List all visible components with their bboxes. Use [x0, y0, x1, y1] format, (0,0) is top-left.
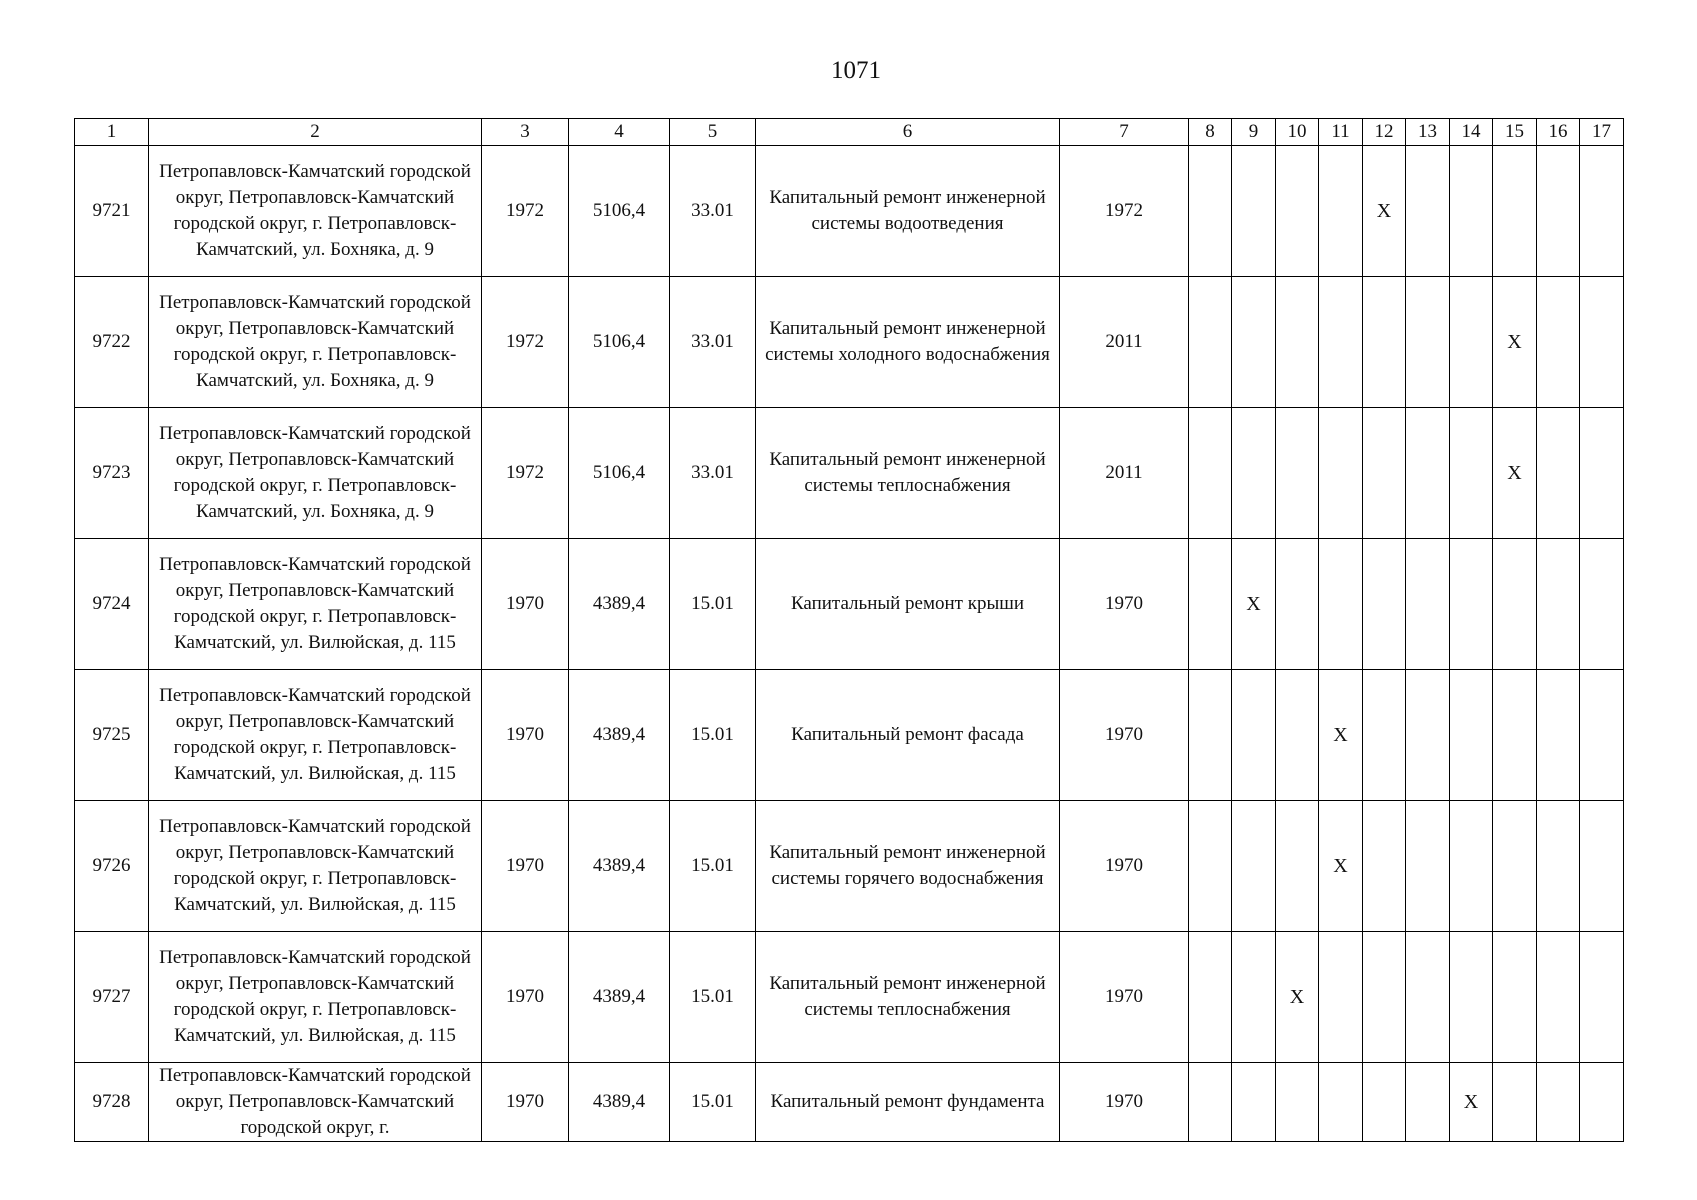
area-cell: 4389,4: [569, 670, 670, 801]
area-cell: 5106,4: [569, 146, 670, 277]
area-cell: 5106,4: [569, 277, 670, 408]
year-built-cell: 1970: [482, 670, 569, 801]
registry-table: [74, 118, 1624, 1142]
period-mark-cell-11: [1319, 277, 1363, 408]
column-header: 8: [1189, 119, 1232, 146]
period-mark-cell-10: [1276, 801, 1319, 932]
period-mark-cell-17: [1580, 932, 1624, 1063]
period-mark-cell-14: [1450, 932, 1493, 1063]
period-mark-cell-13: [1406, 277, 1450, 408]
period-mark-cell-14: [1450, 277, 1493, 408]
work-type-cell: Капитальный ремонт крыши: [756, 539, 1060, 670]
column-header: 2: [149, 119, 482, 146]
year-built-cell: 1970: [482, 932, 569, 1063]
column-header: 1: [75, 119, 149, 146]
work-type-cell: Капитальный ремонт фасада: [756, 670, 1060, 801]
column-header: 17: [1580, 119, 1624, 146]
year-last-cell: 1970: [1060, 539, 1189, 670]
period-mark-cell-13: [1406, 801, 1450, 932]
year-last-cell: 1970: [1060, 801, 1189, 932]
period-mark-cell-11: [1319, 932, 1363, 1063]
address-cell: Петропавловск-Камчатский городской округ, Петропавловск-Камчатский городской округ, г. Петропавловск-Камчатский, ул. Вилюйская, д. 115: [149, 932, 482, 1063]
period-mark-cell-10: [1276, 670, 1319, 801]
period-mark-cell-13: [1406, 146, 1450, 277]
period-mark-cell-12: [1363, 932, 1406, 1063]
period-mark-cell-16: [1537, 539, 1580, 670]
area-cell: 4389,4: [569, 932, 670, 1063]
row-id-cell: 9722: [75, 277, 149, 408]
period-mark-cell-12: [1363, 670, 1406, 801]
period-mark-cell-16: [1537, 277, 1580, 408]
period-mark-cell-14: [1450, 146, 1493, 277]
period-mark-cell-16: [1537, 801, 1580, 932]
column-header: 10: [1276, 119, 1319, 146]
period-mark-cell-13: [1406, 408, 1450, 539]
year-built-cell: 1972: [482, 146, 569, 277]
period-mark-cell-8: [1189, 670, 1232, 801]
period-mark-cell-8: [1189, 408, 1232, 539]
area-cell: 5106,4: [569, 408, 670, 539]
period-mark-cell-11: X: [1319, 670, 1363, 801]
period-mark-cell-9: [1232, 408, 1276, 539]
column-header: 12: [1363, 119, 1406, 146]
column-header: 6: [756, 119, 1060, 146]
period-mark-cell-12: [1363, 408, 1406, 539]
period-mark-cell-15: X: [1493, 408, 1537, 539]
period-mark-cell-11: [1319, 1063, 1363, 1142]
column-header: 7: [1060, 119, 1189, 146]
period-mark-cell-14: X: [1450, 1063, 1493, 1142]
column-header: 3: [482, 119, 569, 146]
area-cell: 4389,4: [569, 539, 670, 670]
period-mark-cell-16: [1537, 408, 1580, 539]
period-mark-cell-10: [1276, 539, 1319, 670]
code-cell: 33.01: [670, 408, 756, 539]
year-last-cell: 2011: [1060, 408, 1189, 539]
row-id-cell: 9725: [75, 670, 149, 801]
column-header: 11: [1319, 119, 1363, 146]
address-cell: Петропавловск-Камчатский городской округ, Петропавловск-Камчатский городской округ, г.: [149, 1063, 482, 1142]
row-id-cell: 9724: [75, 539, 149, 670]
period-mark-cell-12: [1363, 539, 1406, 670]
column-header: 16: [1537, 119, 1580, 146]
period-mark-cell-17: [1580, 146, 1624, 277]
table-row: [75, 277, 1624, 408]
period-mark-cell-17: [1580, 539, 1624, 670]
period-mark-cell-10: X: [1276, 932, 1319, 1063]
address-cell: Петропавловск-Камчатский городской округ, Петропавловск-Камчатский городской округ, г. Петропавловск-Камчатский, ул. Вилюйская, д. 115: [149, 801, 482, 932]
year-last-cell: 2011: [1060, 277, 1189, 408]
year-built-cell: 1970: [482, 539, 569, 670]
code-cell: 33.01: [670, 146, 756, 277]
work-type-cell: Капитальный ремонт инженерной системы водоотведения: [756, 146, 1060, 277]
year-built-cell: 1972: [482, 277, 569, 408]
column-header: 5: [670, 119, 756, 146]
code-cell: 15.01: [670, 1063, 756, 1142]
address-cell: Петропавловск-Камчатский городской округ, Петропавловск-Камчатский городской округ, г. Петропавловск-Камчатский, ул. Вилюйская, д. 115: [149, 539, 482, 670]
period-mark-cell-8: [1189, 146, 1232, 277]
period-mark-cell-16: [1537, 1063, 1580, 1142]
row-id-cell: 9727: [75, 932, 149, 1063]
period-mark-cell-15: [1493, 1063, 1537, 1142]
row-id-cell: 9728: [75, 1063, 149, 1142]
work-type-cell: Капитальный ремонт инженерной системы холодного водоснабжения: [756, 277, 1060, 408]
period-mark-cell-17: [1580, 1063, 1624, 1142]
period-mark-cell-10: [1276, 277, 1319, 408]
row-id-cell: 9726: [75, 801, 149, 932]
period-mark-cell-8: [1189, 277, 1232, 408]
period-mark-cell-14: [1450, 539, 1493, 670]
period-mark-cell-15: [1493, 146, 1537, 277]
period-mark-cell-8: [1189, 539, 1232, 670]
period-mark-cell-12: X: [1363, 146, 1406, 277]
period-mark-cell-11: [1319, 408, 1363, 539]
period-mark-cell-8: [1189, 1063, 1232, 1142]
code-cell: 33.01: [670, 277, 756, 408]
period-mark-cell-16: [1537, 146, 1580, 277]
period-mark-cell-9: [1232, 146, 1276, 277]
row-id-cell: 9723: [75, 408, 149, 539]
period-mark-cell-10: [1276, 1063, 1319, 1142]
period-mark-cell-9: [1232, 801, 1276, 932]
period-mark-cell-17: [1580, 670, 1624, 801]
period-mark-cell-8: [1189, 801, 1232, 932]
period-mark-cell-16: [1537, 670, 1580, 801]
period-mark-cell-17: [1580, 408, 1624, 539]
table-row: [75, 670, 1624, 801]
address-cell: Петропавловск-Камчатский городской округ, Петропавловск-Камчатский городской округ, г. Петропавловск-Камчатский, ул. Бохняка, д. 9: [149, 408, 482, 539]
period-mark-cell-13: [1406, 932, 1450, 1063]
period-mark-cell-13: [1406, 670, 1450, 801]
period-mark-cell-13: [1406, 539, 1450, 670]
row-id-cell: 9721: [75, 146, 149, 277]
period-mark-cell-15: X: [1493, 277, 1537, 408]
period-mark-cell-9: [1232, 670, 1276, 801]
period-mark-cell-9: X: [1232, 539, 1276, 670]
period-mark-cell-17: [1580, 801, 1624, 932]
period-mark-cell-15: [1493, 539, 1537, 670]
table-row: [75, 146, 1624, 277]
period-mark-cell-15: [1493, 670, 1537, 801]
year-last-cell: 1970: [1060, 1063, 1189, 1142]
year-last-cell: 1972: [1060, 146, 1189, 277]
column-header: 14: [1450, 119, 1493, 146]
table-row: [75, 932, 1624, 1063]
area-cell: 4389,4: [569, 1063, 670, 1142]
period-mark-cell-11: [1319, 539, 1363, 670]
period-mark-cell-15: [1493, 801, 1537, 932]
work-type-cell: Капитальный ремонт инженерной системы горячего водоснабжения: [756, 801, 1060, 932]
table-row: [75, 801, 1624, 932]
area-cell: 4389,4: [569, 801, 670, 932]
year-built-cell: 1972: [482, 408, 569, 539]
code-cell: 15.01: [670, 801, 756, 932]
period-mark-cell-14: [1450, 670, 1493, 801]
period-mark-cell-12: [1363, 277, 1406, 408]
period-mark-cell-10: [1276, 146, 1319, 277]
address-cell: Петропавловск-Камчатский городской округ, Петропавловск-Камчатский городской округ, г. Петропавловск-Камчатский, ул. Бохняка, д. 9: [149, 146, 482, 277]
period-mark-cell-14: [1450, 801, 1493, 932]
column-header: 9: [1232, 119, 1276, 146]
period-mark-cell-12: [1363, 801, 1406, 932]
address-cell: Петропавловск-Камчатский городской округ, Петропавловск-Камчатский городской округ, г. Петропавловск-Камчатский, ул. Бохняка, д. 9: [149, 277, 482, 408]
column-header: 4: [569, 119, 670, 146]
period-mark-cell-11: [1319, 146, 1363, 277]
period-mark-cell-11: X: [1319, 801, 1363, 932]
period-mark-cell-10: [1276, 408, 1319, 539]
year-last-cell: 1970: [1060, 932, 1189, 1063]
page-number: 1071: [831, 57, 881, 84]
period-mark-cell-16: [1537, 932, 1580, 1063]
work-type-cell: Капитальный ремонт инженерной системы теплоснабжения: [756, 932, 1060, 1063]
work-type-cell: Капитальный ремонт инженерной системы теплоснабжения: [756, 408, 1060, 539]
period-mark-cell-17: [1580, 277, 1624, 408]
table-row: [75, 539, 1624, 670]
work-type-cell: Капитальный ремонт фундамента: [756, 1063, 1060, 1142]
period-mark-cell-9: [1232, 277, 1276, 408]
period-mark-cell-9: [1232, 932, 1276, 1063]
code-cell: 15.01: [670, 932, 756, 1063]
year-built-cell: 1970: [482, 801, 569, 932]
year-built-cell: 1970: [482, 1063, 569, 1142]
column-header: 15: [1493, 119, 1537, 146]
period-mark-cell-12: [1363, 1063, 1406, 1142]
table-row: [75, 408, 1624, 539]
column-header: 13: [1406, 119, 1450, 146]
period-mark-cell-9: [1232, 1063, 1276, 1142]
period-mark-cell-14: [1450, 408, 1493, 539]
period-mark-cell-8: [1189, 932, 1232, 1063]
column-number-row: [75, 119, 1624, 146]
code-cell: 15.01: [670, 539, 756, 670]
table-row: [75, 1063, 1624, 1142]
address-cell: Петропавловск-Камчатский городской округ, Петропавловск-Камчатский городской округ, г. Петропавловск-Камчатский, ул. Вилюйская, д. 115: [149, 670, 482, 801]
period-mark-cell-15: [1493, 932, 1537, 1063]
year-last-cell: 1970: [1060, 670, 1189, 801]
period-mark-cell-13: [1406, 1063, 1450, 1142]
code-cell: 15.01: [670, 670, 756, 801]
